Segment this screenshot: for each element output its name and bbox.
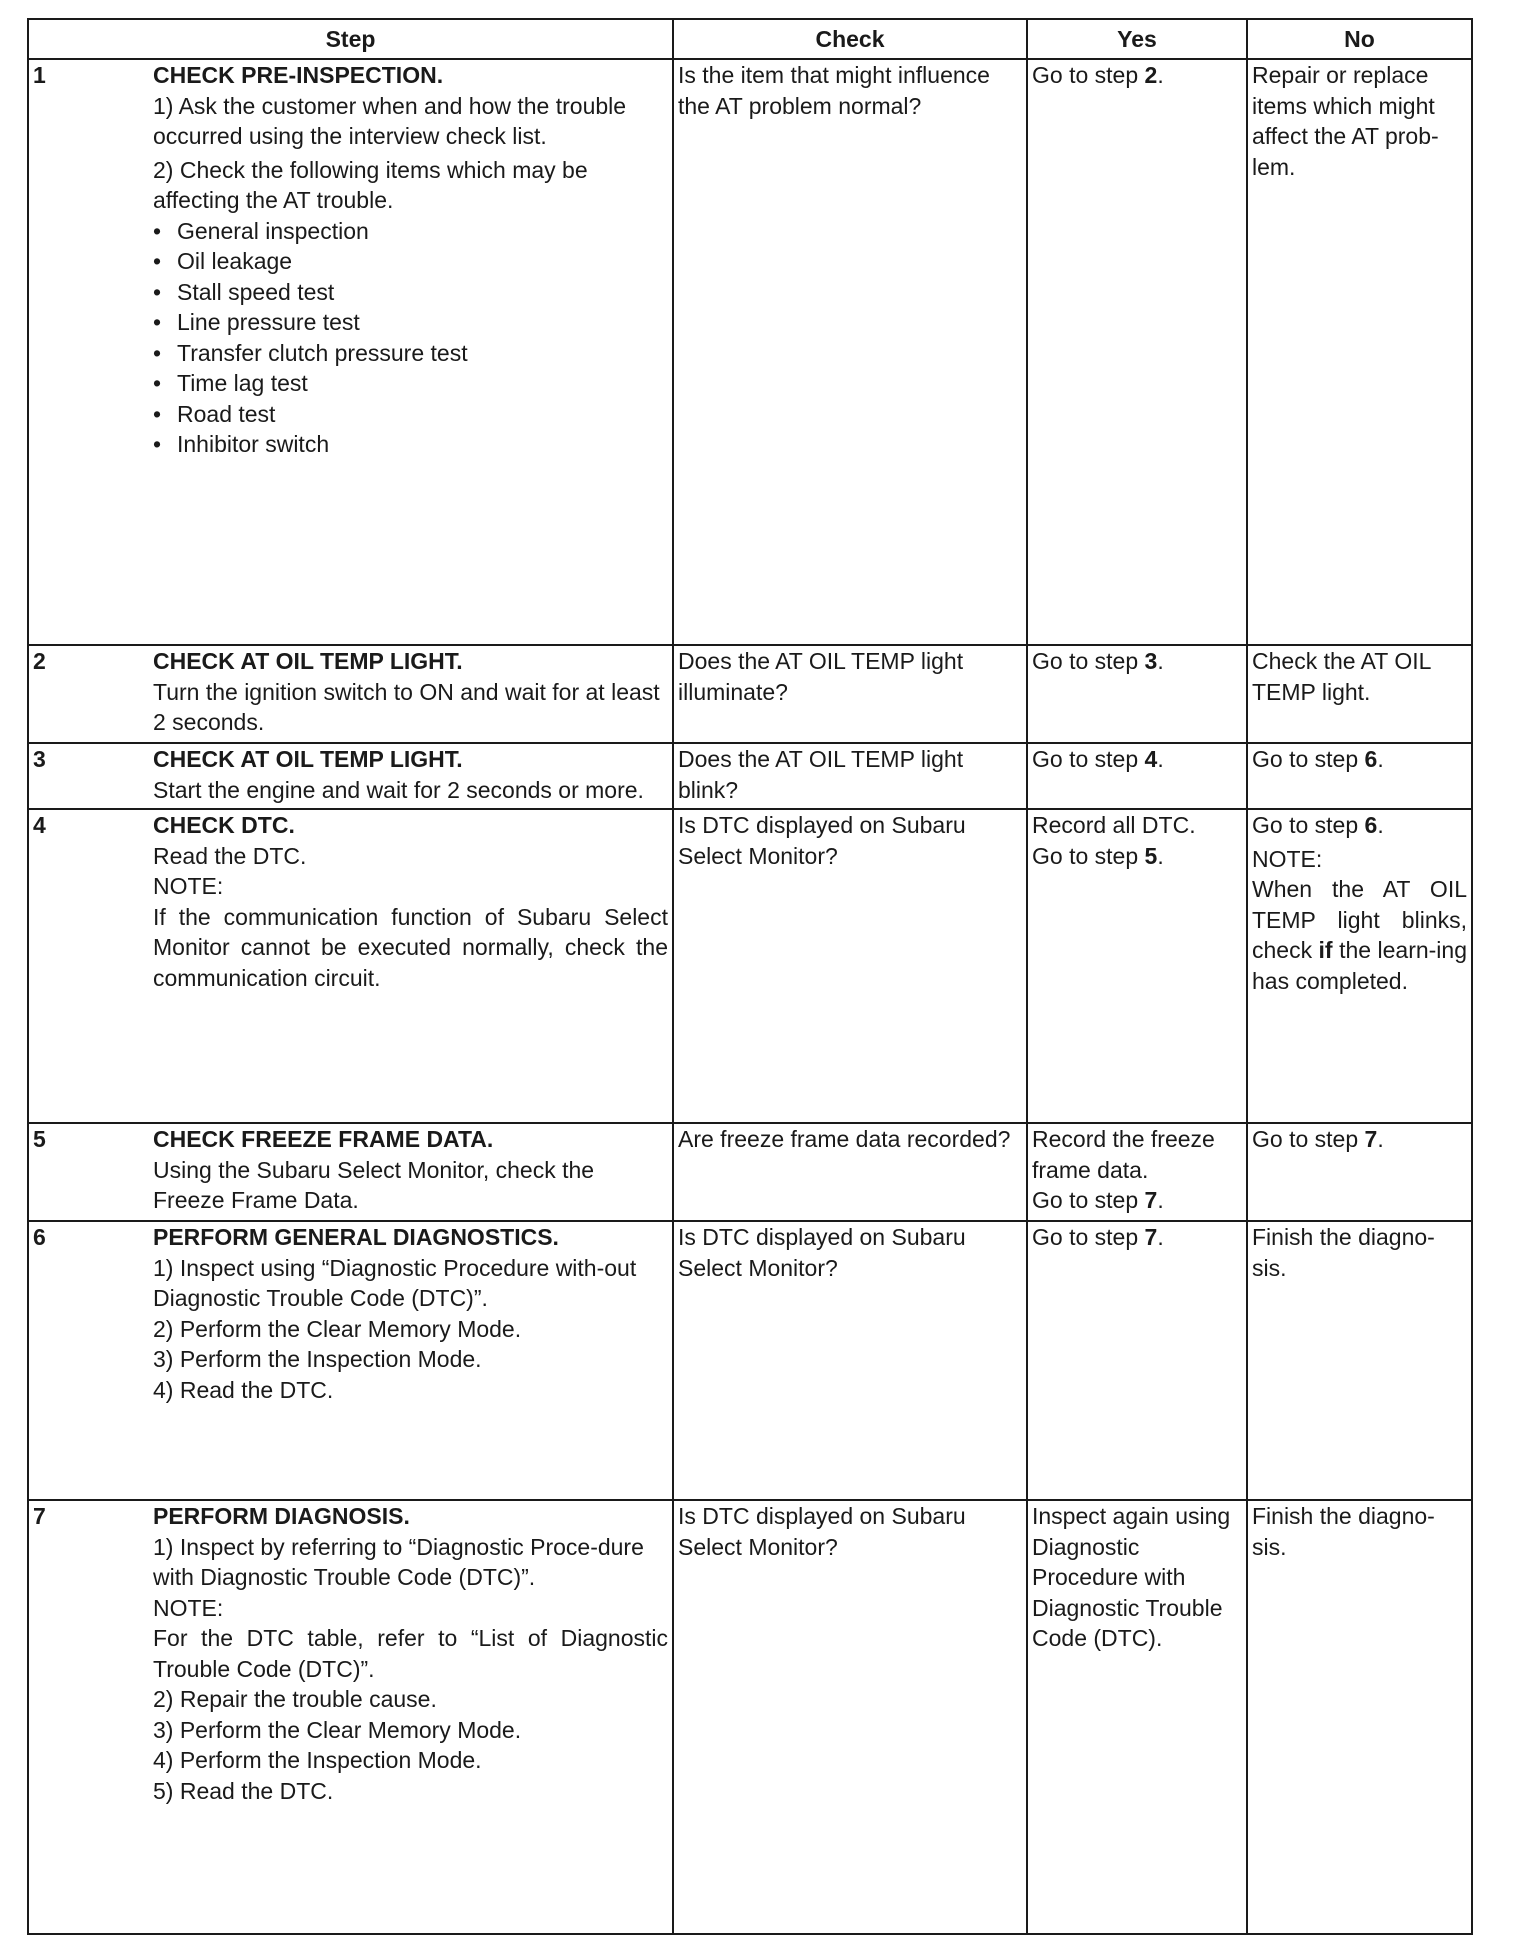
yes-prefix: Go to step — [1032, 1224, 1145, 1250]
no-prefix: Go to step — [1252, 746, 1365, 772]
check-cell: Does the AT OIL TEMP light illuminate? — [673, 645, 1027, 743]
step-number: 7 — [33, 1503, 46, 1529]
no-note-label: NOTE: — [1252, 845, 1323, 872]
yes-step: 7 — [1144, 1224, 1158, 1250]
bullet-item — [153, 216, 668, 247]
step-number: 2 — [33, 648, 46, 674]
no-prefix: Go to step — [1252, 812, 1365, 838]
table-row — [28, 743, 1472, 809]
step-line: 5) Read the DTC. — [153, 1777, 334, 1804]
yes-cell: Inspect again using Diagnostic Procedure with Diagnostic Trouble Code (DTC). — [1027, 1500, 1247, 1934]
step-line: 1) Ask the customer when and how the trouble occurred using the interview check list. — [153, 92, 627, 149]
bullet-mark: • — [153, 248, 162, 274]
step-title: CHECK AT OIL TEMP LIGHT. — [153, 648, 463, 674]
yes-prefix: Go to step — [1032, 1187, 1145, 1213]
no-cell: Finish the diagno-sis. — [1247, 1500, 1472, 1934]
yes-cell — [1027, 59, 1247, 645]
step-number: 5 — [33, 1126, 46, 1152]
step-cell — [28, 1123, 673, 1221]
bullet-text: Inhibitor switch — [177, 431, 330, 457]
bullet-text: Line pressure test — [177, 309, 360, 335]
no-cell: Finish the diagno-sis. — [1247, 1221, 1472, 1500]
bullet-item — [153, 307, 668, 338]
step-line: 1) Inspect by referring to “Diagnostic Proce-dure with Diagnostic Trouble Code (DTC)”. — [153, 1533, 644, 1590]
step-line: 4) Perform the Inspection Mode. — [153, 1747, 482, 1773]
bullet-text: Transfer clutch pressure test — [177, 339, 468, 366]
yes-suffix: . — [1157, 1224, 1164, 1250]
yes-step: 4 — [1144, 746, 1158, 772]
no-cell: Repair or replace items which might affect the AT prob-lem. — [1247, 59, 1472, 645]
no-cell — [1247, 1123, 1472, 1221]
step-cell — [28, 1221, 673, 1500]
step-cell — [28, 809, 673, 1123]
table-header-row — [28, 19, 1472, 59]
header-step: Step — [28, 19, 673, 59]
no-suffix: . — [1377, 1126, 1384, 1152]
yes-step: 5 — [1144, 842, 1158, 869]
yes-suffix: . — [1157, 842, 1164, 869]
yes-suffix: . — [1157, 1187, 1164, 1213]
step-text: Start the engine and wait for 2 seconds or more. — [153, 776, 644, 803]
header-yes: Yes — [1027, 19, 1247, 59]
no-note-if: if — [1318, 937, 1333, 963]
yes-cell — [1027, 1221, 1247, 1500]
bullet-mark: • — [153, 400, 162, 427]
step-line: 3) Perform the Clear Memory Mode. — [153, 1716, 522, 1743]
table-row — [28, 59, 1472, 645]
step-text: Turn the ignition switch to ON and wait for at least 2 seconds. — [153, 678, 660, 735]
yes-goto — [1032, 1185, 1242, 1216]
step-number: 1 — [33, 62, 46, 88]
yes-cell — [1027, 1123, 1247, 1221]
yes-prefix: Go to step — [1032, 62, 1145, 88]
bullet-item — [153, 429, 668, 460]
table-row — [28, 1123, 1472, 1221]
no-suffix: . — [1377, 812, 1384, 838]
check-cell: Does the AT OIL TEMP light blink? — [673, 743, 1027, 809]
bullet-mark: • — [153, 370, 162, 396]
table-row — [28, 1221, 1472, 1500]
table-row — [28, 809, 1472, 1123]
no-prefix: Go to step — [1252, 1126, 1365, 1152]
no-step: 7 — [1364, 1126, 1378, 1152]
yes-cell — [1027, 809, 1247, 1123]
note-label: NOTE: — [153, 873, 224, 899]
diagnostic-procedure-table — [27, 18, 1473, 1935]
step-cell — [28, 743, 673, 809]
step-number: 6 — [33, 1224, 46, 1250]
bullet-mark: • — [153, 339, 162, 366]
note-label: NOTE: — [153, 1594, 224, 1621]
step-title: PERFORM DIAGNOSIS. — [153, 1503, 410, 1529]
check-cell: Is DTC displayed on Subaru Select Monitor? — [673, 1500, 1027, 1934]
step-title: CHECK PRE-INSPECTION. — [153, 62, 444, 88]
bullet-text: Road test — [177, 400, 276, 427]
no-note-part: the learn-ing has completed. — [1252, 937, 1467, 994]
step-title: CHECK DTC. — [153, 812, 295, 838]
yes-goto — [1032, 841, 1242, 872]
step-text: Read the DTC. — [153, 842, 307, 869]
no-cell: Check the AT OIL TEMP light. — [1247, 645, 1472, 743]
header-no: No — [1247, 19, 1472, 59]
yes-suffix: . — [1157, 746, 1164, 772]
yes-cell — [1027, 645, 1247, 743]
check-cell: Are freeze frame data recorded? — [673, 1123, 1027, 1221]
no-note-text — [1252, 874, 1467, 996]
yes-prefix: Go to step — [1032, 648, 1145, 674]
check-cell: Is the item that might influence the AT problem normal? — [673, 59, 1027, 645]
bullet-text: Stall speed test — [177, 278, 335, 305]
table-row — [28, 645, 1472, 743]
table-row — [28, 1500, 1472, 1934]
check-cell: Is DTC displayed on Subaru Select Monitor? — [673, 1221, 1027, 1500]
step-title: PERFORM GENERAL DIAGNOSTICS. — [153, 1224, 559, 1250]
step-number: 4 — [33, 812, 46, 838]
step-cell — [28, 59, 673, 645]
step-line: 2) Repair the trouble cause. — [153, 1686, 437, 1712]
bullet-text: Oil leakage — [177, 248, 293, 274]
bullet-text: Time lag test — [177, 370, 308, 396]
step-number: 3 — [33, 746, 46, 772]
bullet-item — [153, 338, 668, 369]
yes-step: 3 — [1144, 648, 1158, 674]
yes-step: 7 — [1144, 1187, 1158, 1213]
step-line: 4) Read the DTC. — [153, 1376, 334, 1403]
no-note-part: When the AT OIL TEMP light blinks, check — [1252, 876, 1467, 963]
note-text: For the DTC table, refer to “List of Diagnostic Trouble Code (DTC)”. — [153, 1625, 668, 1682]
step-line: 3) Perform the Inspection Mode. — [153, 1346, 482, 1372]
yes-line: Record the freeze frame data. — [1032, 1126, 1215, 1183]
yes-suffix: . — [1157, 648, 1164, 674]
header-check: Check — [673, 19, 1027, 59]
yes-prefix: Go to step — [1032, 842, 1145, 869]
step-title: CHECK AT OIL TEMP LIGHT. — [153, 746, 463, 772]
yes-line: Record all DTC. — [1032, 812, 1196, 838]
no-step: 6 — [1364, 812, 1378, 838]
no-cell — [1247, 809, 1472, 1123]
bullet-item — [153, 277, 668, 308]
step-line: 1) Inspect using “Diagnostic Procedure with-out Diagnostic Trouble Code (DTC)”. — [153, 1254, 637, 1311]
bullet-mark: • — [153, 278, 162, 305]
yes-prefix: Go to step — [1032, 746, 1145, 772]
bullet-mark: • — [153, 309, 162, 335]
check-cell: Is DTC displayed on Subaru Select Monitor? — [673, 809, 1027, 1123]
bullet-mark: • — [153, 217, 162, 244]
no-cell — [1247, 743, 1472, 809]
step-cell — [28, 1500, 673, 1934]
bullet-item — [153, 368, 668, 399]
no-suffix: . — [1377, 746, 1384, 772]
yes-step: 2 — [1144, 62, 1158, 88]
step-line: 2) Perform the Clear Memory Mode. — [153, 1315, 522, 1342]
step-line: 2) Check the following items which may be affecting the AT trouble. — [153, 156, 588, 213]
bullet-text: General inspection — [177, 217, 369, 244]
bullet-item — [153, 399, 668, 430]
bullet-item — [153, 246, 668, 277]
note-text: If the communication function of Subaru Select Monitor cannot be executed normally, check the communication circuit. — [153, 903, 668, 991]
step-text: Using the Subaru Select Monitor, check the Freeze Frame Data. — [153, 1156, 595, 1213]
step-cell — [28, 645, 673, 743]
no-goto — [1252, 810, 1467, 841]
step-title: CHECK FREEZE FRAME DATA. — [153, 1126, 494, 1152]
yes-cell — [1027, 743, 1247, 809]
no-step: 6 — [1364, 746, 1378, 772]
yes-suffix: . — [1157, 62, 1164, 88]
bullet-mark: • — [153, 431, 162, 457]
